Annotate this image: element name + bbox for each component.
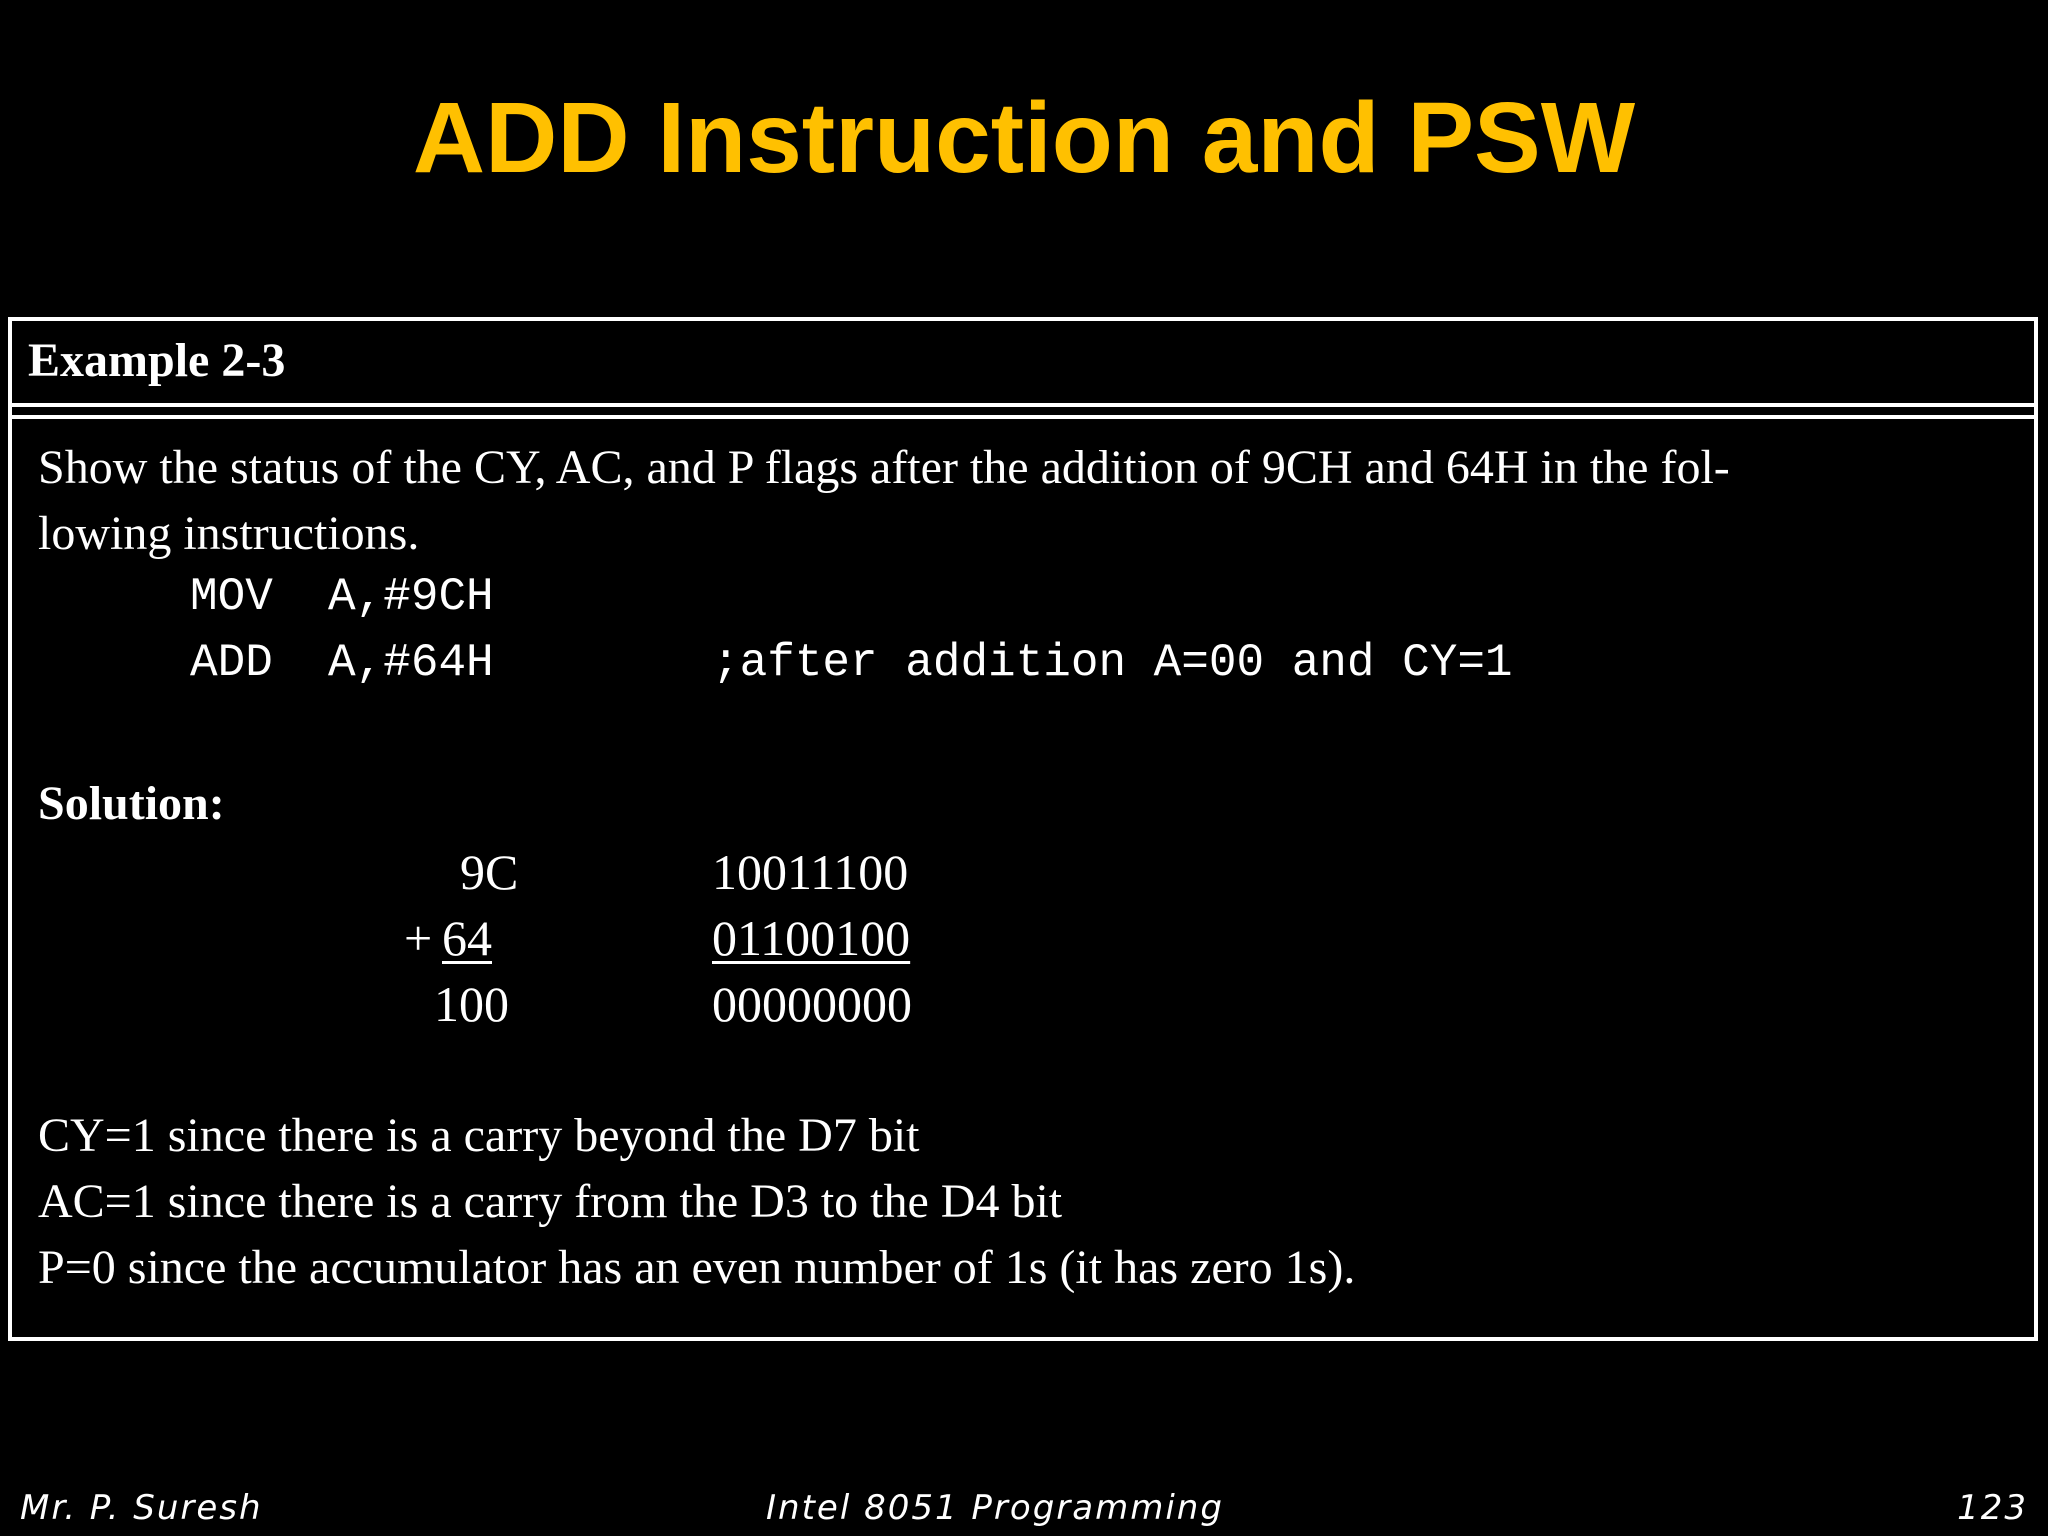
footer-course: Intel 8051 Programming — [766, 1488, 1224, 1528]
hex-operand-1: 9C — [460, 844, 519, 900]
binary-operand-1: 10011100 — [712, 844, 909, 900]
example-title: Example 2-3 — [28, 334, 286, 387]
slide-title: ADD Instruction and PSW — [412, 82, 1636, 194]
code-line-mov: MOV A,#9CH — [190, 571, 494, 623]
example-body — [12, 415, 2034, 1335]
problem-line-1: Show the status of the CY, AC, and P flags after the addition of 9CH and 64H in the fol- — [38, 441, 1730, 494]
code-line-add: ADD A,#64H — [190, 637, 494, 689]
footer-author: Mr. P. Suresh — [20, 1488, 263, 1528]
code-comment-add: ;after addition A=00 and CY=1 — [712, 637, 1513, 689]
conclusion-ac: AC=1 since there is a carry from the D3 to the D4 bit — [38, 1175, 1063, 1228]
plus-sign: + — [404, 910, 433, 966]
binary-operand-2: 01100100 — [712, 910, 911, 966]
solution-label: Solution: — [38, 777, 225, 830]
binary-result: 00000000 — [712, 976, 912, 1032]
footer-page-number: 123 — [1957, 1488, 2028, 1528]
hex-result: 100 — [434, 976, 509, 1032]
conclusion-cy: CY=1 since there is a carry beyond the D7 bit — [38, 1109, 920, 1162]
hex-operand-2: 64 — [442, 910, 492, 966]
example-box — [8, 317, 2038, 1341]
conclusion-p: P=0 since the accumulator has an even number of 1s (it has zero 1s). — [38, 1241, 1356, 1294]
problem-line-2: lowing instructions. — [38, 507, 420, 560]
example-header — [12, 321, 2034, 407]
